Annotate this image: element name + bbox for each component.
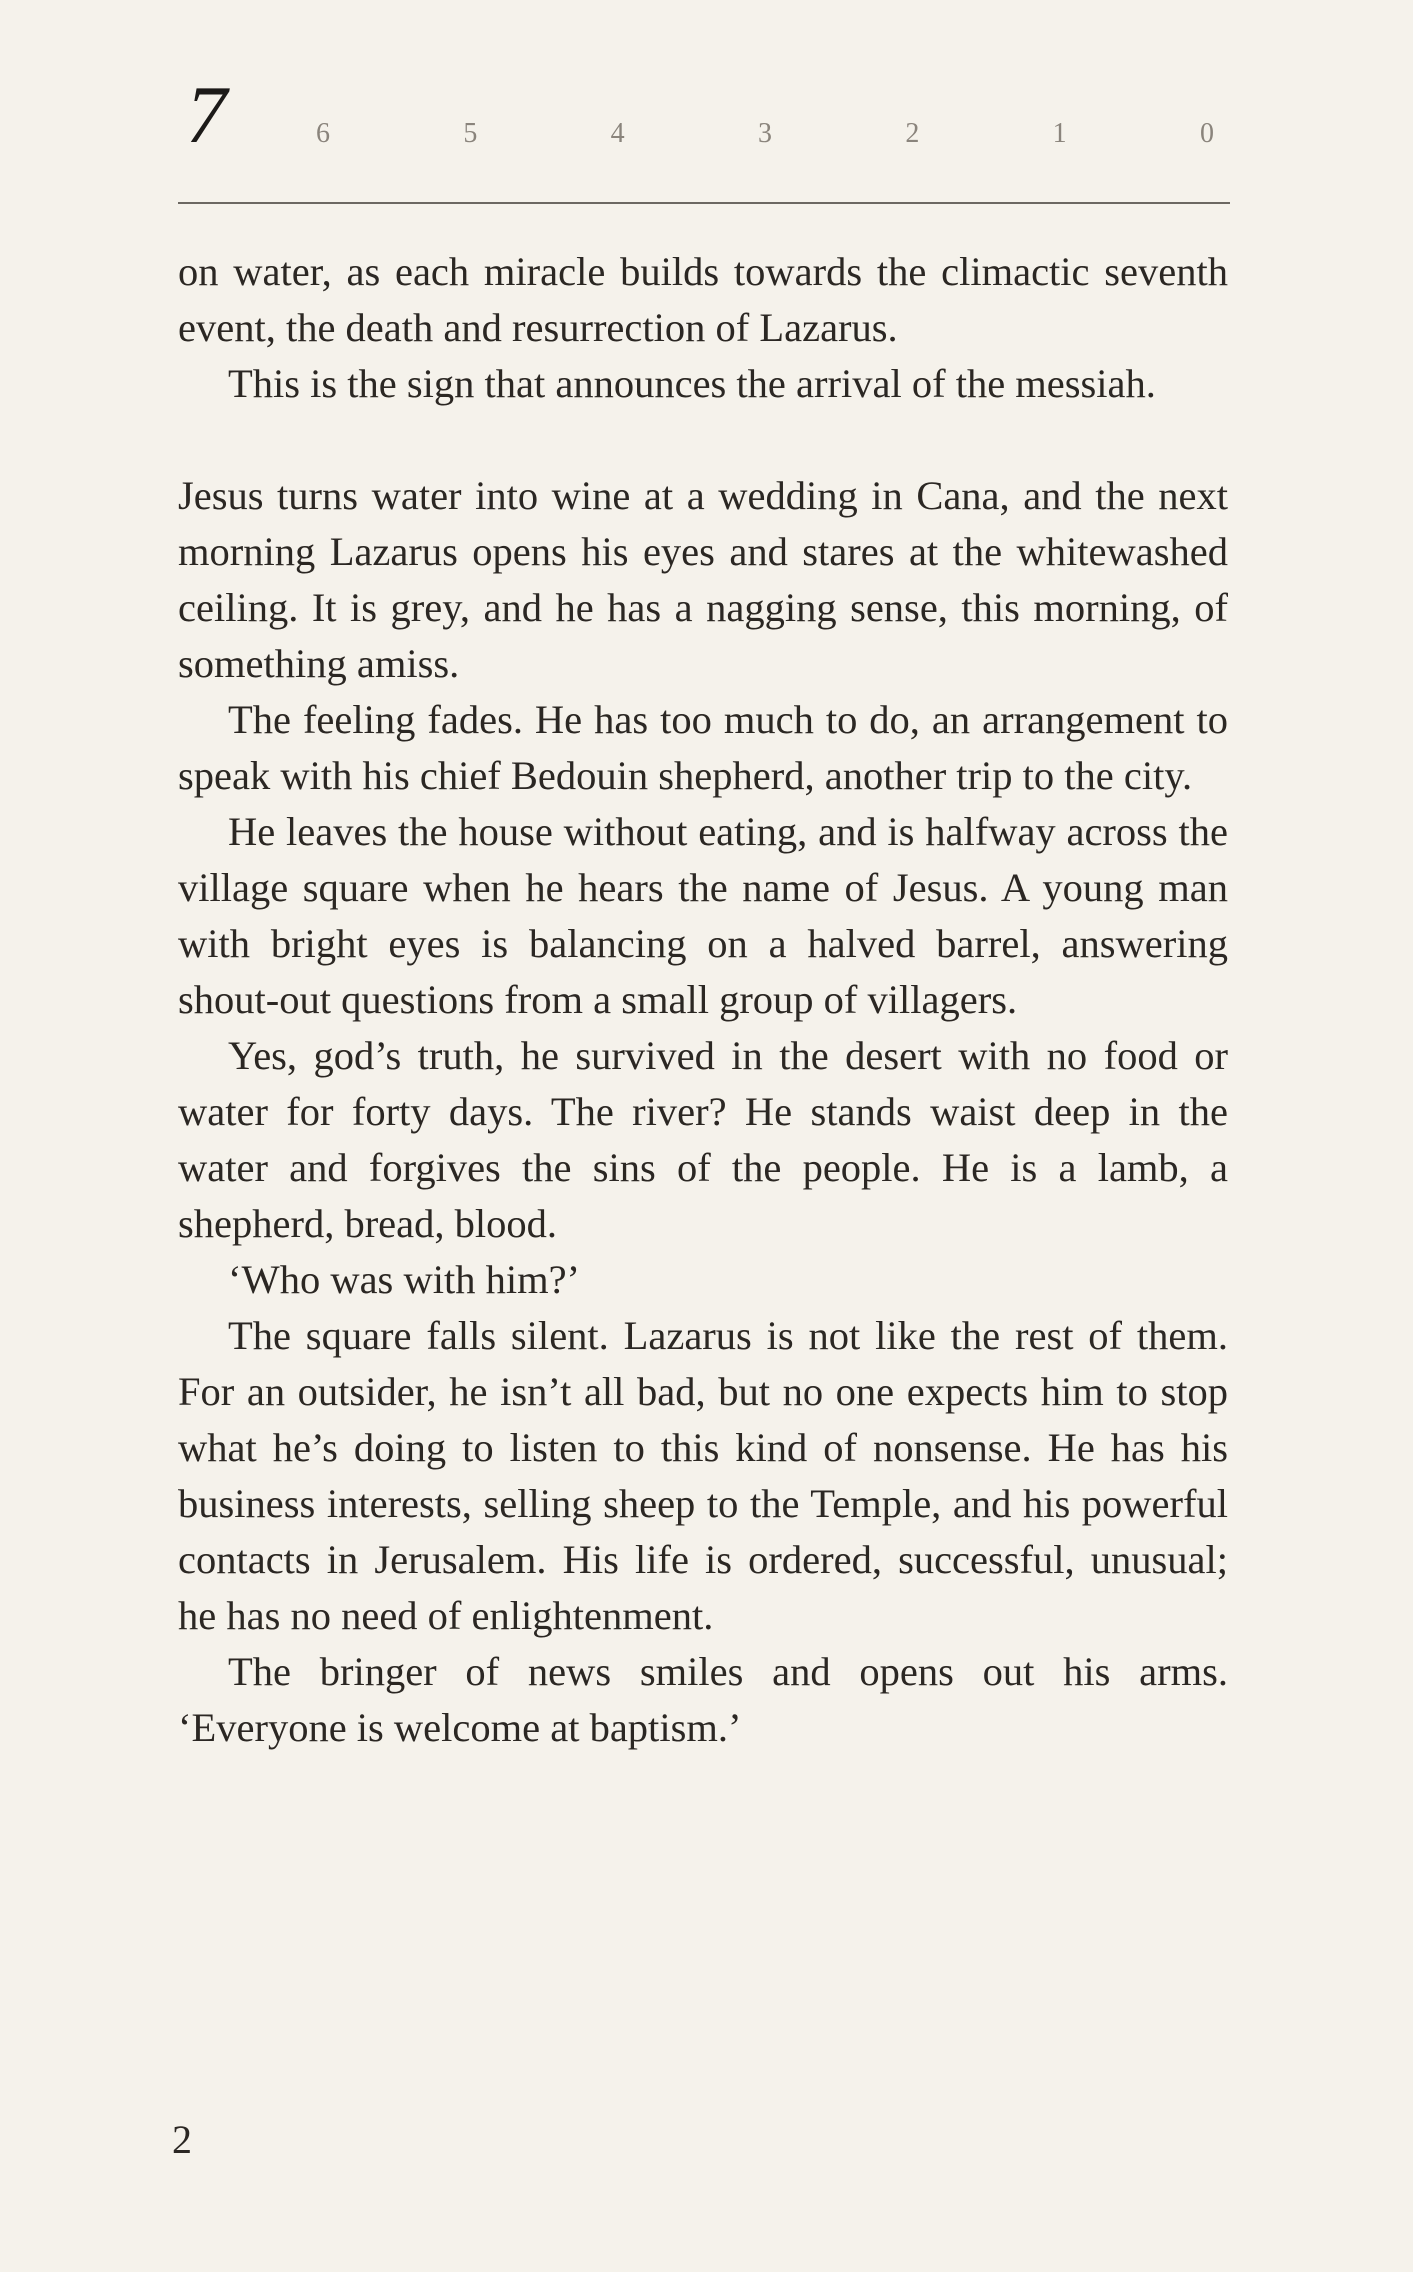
paragraph: The feeling fades. He has too much to do, an arrangement to speak with his chief Bedouin shepherd, another trip to the city.	[178, 697, 1228, 798]
countdown-digit: 6	[316, 118, 330, 149]
paragraph: This is the sign that announces the arrival of the messiah.	[228, 361, 1156, 406]
countdown-digit: 0	[1199, 118, 1214, 149]
countdown-digit: 4	[610, 118, 625, 149]
running-header	[178, 70, 1230, 200]
chapter-countdown	[308, 118, 1230, 150]
paragraph: The bringer of news smiles and opens out his arms. ‘Everyone is welcome at baptism.’	[178, 1649, 1228, 1750]
paragraph: Jesus turns water into wine at a wedding in Cana, and the next morning Lazarus opens his eyes and stares at the whitewashed ceiling. It is grey, and he has a nagging sense, this morning, of something amiss.	[178, 473, 1228, 686]
paragraph: He leaves the house without eating, and is halfway across the village square when he hears the name of Jesus. A young man with bright eyes is balancing on a halved barrel, answering shout-out questions from a small group of villagers.	[178, 809, 1228, 1022]
page-number: 2	[172, 2117, 192, 2162]
body-text	[178, 244, 1228, 1756]
paragraph: on water, as each miracle builds towards the climactic seventh event, the death and resurrection of Lazarus.	[178, 249, 1228, 350]
paragraph: The square falls silent. Lazarus is not like the rest of them. For an outsider, he isn’t all bad, but no one expects him to stop what he’s doing to listen to this kind of nonsense. He has his business interests, selling sheep to the Temple, and his powerful contacts in Jerusalem. His life is ordered, successful, unusual; he has no need of enlightenment.	[178, 1313, 1228, 1638]
chapter-number: 7	[186, 69, 227, 160]
countdown-digit: 5	[463, 118, 478, 149]
countdown-digit: 1	[1052, 118, 1067, 149]
paragraph: ‘Who was with him?’	[228, 1257, 581, 1302]
paragraph: Yes, god’s truth, he survived in the desert with no food or water for forty days. The river? He stands waist deep in the water and forgives the sins of the people. He is a lamb, a shepherd, bread, blood.	[178, 1033, 1228, 1246]
countdown-digit: 2	[905, 118, 920, 149]
countdown-digit: 3	[757, 118, 772, 149]
header-rule	[178, 202, 1230, 204]
